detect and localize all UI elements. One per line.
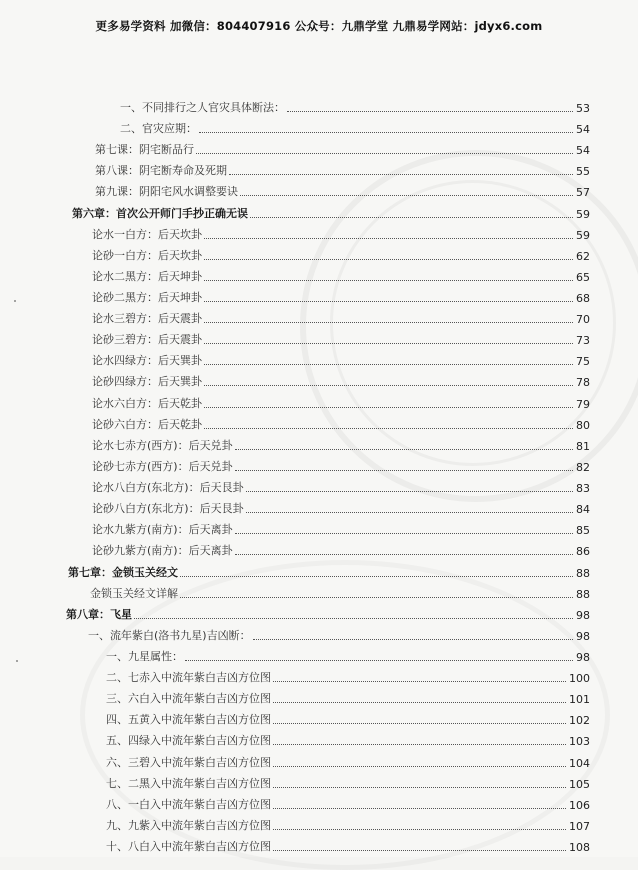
toc-label: 第八章：飞星 — [66, 607, 132, 621]
toc-label: 论砂八白方(东北方)：后天艮卦 — [92, 502, 244, 516]
toc-page-number: 105 — [569, 777, 590, 791]
toc-leader — [273, 701, 566, 703]
toc-page-number: 79 — [576, 397, 590, 411]
toc-entry[interactable] — [92, 373, 590, 389]
toc-label: 论水七赤方(西方)：后天兑卦 — [92, 438, 233, 452]
toc-chapter-entry[interactable] — [72, 205, 590, 221]
toc-entry[interactable] — [92, 226, 590, 242]
toc-label: 论砂三碧方：后天震卦 — [92, 333, 202, 347]
toc-entry[interactable] — [95, 183, 590, 199]
toc-leader — [273, 743, 566, 745]
toc-page-number: 59 — [576, 228, 590, 242]
toc-entry[interactable] — [92, 437, 590, 453]
toc-label: 论水八白方(东北方)：后天艮卦 — [92, 481, 244, 495]
toc-page-number: 101 — [569, 693, 590, 707]
toc-label: 一、不同排行之人官灾具体断法： — [120, 101, 285, 114]
toc-entry[interactable] — [90, 585, 590, 601]
toc-page-number: 102 — [569, 714, 590, 728]
toc-leader — [273, 849, 566, 851]
toc-page-number: 100 — [569, 672, 590, 686]
toc-leader — [229, 173, 573, 175]
toc-leader — [273, 828, 566, 830]
toc-label: 四、五黄入中流年紫白吉凶方位图 — [106, 713, 271, 727]
toc-label: 二、官灾应期： — [120, 122, 197, 136]
toc-leader — [204, 406, 573, 408]
toc-label: 论砂一白方：后天坎卦 — [92, 248, 202, 262]
toc-label: 一、九星属性： — [106, 649, 183, 663]
toc-leader — [204, 321, 573, 323]
toc-entry[interactable] — [92, 521, 590, 537]
toc-label: 论砂二黑方：后天坤卦 — [92, 291, 202, 305]
toc-leader — [246, 490, 573, 492]
toc-page-number: 88 — [576, 587, 590, 601]
toc-entry[interactable] — [106, 669, 590, 685]
toc-entry[interactable] — [92, 416, 590, 432]
toc-entry[interactable] — [120, 120, 590, 136]
toc-label: 九、九紫入中流年紫白吉凶方位图 — [106, 818, 271, 832]
toc-leader — [204, 384, 573, 386]
toc-entry[interactable] — [92, 458, 590, 474]
toc-leader — [273, 765, 566, 767]
toc-entry[interactable] — [95, 162, 590, 178]
toc-page-number: 81 — [576, 439, 590, 453]
toc-entry[interactable] — [106, 754, 590, 770]
toc-page-number: 88 — [576, 566, 590, 580]
toc-leader — [204, 342, 573, 344]
toc-page-number: 108 — [569, 841, 590, 854]
toc-entry[interactable] — [88, 627, 590, 643]
toc-page-number: 54 — [576, 144, 590, 158]
toc-chapter-entry[interactable] — [66, 606, 590, 622]
toc-leader — [253, 638, 573, 640]
toc-label: 五、四绿入中流年紫白吉凶方位图 — [106, 734, 271, 748]
toc-leader — [235, 448, 573, 450]
toc-page-number: 54 — [576, 123, 590, 137]
toc-entry[interactable] — [92, 268, 590, 284]
toc-label: 一、流年紫白(洛书九星)吉凶断： — [88, 628, 251, 642]
toc-leader — [246, 511, 573, 513]
toc-entry[interactable] — [92, 542, 590, 558]
toc-leader — [235, 553, 573, 555]
toc-leader — [235, 469, 573, 471]
toc-entry[interactable] — [92, 310, 590, 326]
toc-label: 第八课：阴宅断寿命及死期 — [95, 164, 227, 178]
toc-leader — [273, 680, 566, 682]
toc-entry[interactable] — [92, 352, 590, 368]
toc-page-number: 107 — [569, 819, 590, 833]
page-header: 更多易学资料 加微信：804407916 公众号：九鼎学堂 九鼎易学网站：jdyx6.com — [95, 19, 543, 33]
toc-page-number: 82 — [576, 460, 590, 474]
toc-page-number: 98 — [576, 608, 590, 622]
toc-leader — [240, 194, 573, 196]
toc-label: 八、一白入中流年紫白吉凶方位图 — [106, 797, 271, 811]
toc-entry[interactable] — [92, 331, 590, 347]
toc-label: 第七课：阴宅断品行 — [95, 143, 194, 157]
toc-leader — [273, 786, 566, 788]
toc-leader — [204, 258, 573, 260]
toc-label: 论水四绿方：后天巽卦 — [92, 354, 202, 368]
toc-leader — [196, 152, 573, 154]
toc-page-number: 80 — [576, 418, 590, 432]
toc-entry[interactable] — [120, 99, 590, 115]
toc-page-number: 86 — [576, 545, 590, 559]
toc-label: 论水三碧方：后天震卦 — [92, 312, 202, 326]
toc-label: 二、七赤入中流年紫白吉凶方位图 — [106, 671, 271, 685]
toc-page-number: 55 — [576, 165, 590, 179]
toc-entry[interactable] — [92, 247, 590, 263]
toc-label: 十、八白入中流年紫白吉凶方位图 — [106, 840, 271, 853]
toc-label: 论水六白方：后天乾卦 — [92, 396, 202, 410]
toc-page-number: 104 — [569, 756, 590, 770]
toc-entry[interactable] — [106, 775, 590, 791]
toc-chapter-entry[interactable] — [68, 564, 590, 580]
toc-leader — [180, 575, 573, 577]
toc-entry[interactable] — [92, 500, 590, 516]
toc-page-number: 83 — [576, 482, 590, 496]
toc-page-number: 53 — [576, 102, 590, 115]
toc-label: 三、六白入中流年紫白吉凶方位图 — [106, 692, 271, 706]
toc-label: 论砂九紫方(南方)：后天离卦 — [92, 544, 233, 558]
toc-label: 论水一白方：后天坎卦 — [92, 227, 202, 241]
toc-page-number: 59 — [576, 207, 590, 221]
toc-page-number: 57 — [576, 186, 590, 200]
toc-entry[interactable] — [106, 690, 590, 706]
toc-label: 论砂四绿方：后天巽卦 — [92, 375, 202, 389]
toc-leader — [235, 532, 573, 534]
toc-leader — [204, 363, 573, 365]
toc-page-number: 84 — [576, 503, 590, 517]
toc-leader — [250, 216, 573, 218]
toc-leader — [273, 722, 566, 724]
toc-entry[interactable] — [95, 141, 590, 157]
toc-leader — [180, 596, 573, 598]
toc-page-number: 75 — [576, 355, 590, 369]
toc-label: 六、三碧入中流年紫白吉凶方位图 — [106, 755, 271, 769]
toc-label: 七、二黑入中流年紫白吉凶方位图 — [106, 776, 271, 790]
toc-entry[interactable] — [106, 648, 590, 664]
toc-entry[interactable] — [92, 289, 590, 305]
toc-page-number: 98 — [576, 650, 590, 664]
toc-leader — [199, 131, 573, 133]
toc-label: 第六章：首次公开师门手抄正确无误 — [72, 206, 248, 220]
toc-leader — [204, 237, 573, 239]
toc-leader — [204, 300, 573, 302]
toc-label: 第七章：金锁玉关经文 — [68, 565, 178, 579]
toc-page-number: 103 — [569, 735, 590, 749]
toc-leader — [287, 110, 573, 112]
toc-page-number: 70 — [576, 313, 590, 327]
toc-entry[interactable] — [106, 732, 590, 748]
scan-speck — [16, 660, 18, 662]
toc-page-number: 98 — [576, 629, 590, 643]
toc-entry[interactable] — [92, 395, 590, 411]
toc-leader — [204, 279, 573, 281]
toc-label: 论水九紫方(南方)：后天离卦 — [92, 523, 233, 537]
toc-leader — [204, 427, 573, 429]
toc-entry[interactable] — [106, 838, 590, 854]
toc-page-number: 68 — [576, 292, 590, 306]
toc-leader — [273, 807, 566, 809]
toc-label: 论水二黑方：后天坤卦 — [92, 269, 202, 283]
toc-page-number: 73 — [576, 334, 590, 348]
toc-page-number: 62 — [576, 249, 590, 263]
toc-label: 第九课：阴阳宅风水调整要诀 — [95, 185, 238, 199]
toc-entry[interactable] — [106, 711, 590, 727]
toc-label: 论砂七赤方(西方)：后天兑卦 — [92, 459, 233, 473]
toc-page-number: 85 — [576, 524, 590, 538]
toc-entry[interactable] — [106, 817, 590, 833]
toc-page-number: 65 — [576, 270, 590, 284]
scan-speck — [14, 300, 16, 302]
toc-entry[interactable] — [92, 479, 590, 495]
toc-page-number: 78 — [576, 376, 590, 390]
toc-label: 论砂六白方：后天乾卦 — [92, 417, 202, 431]
toc-leader — [134, 617, 573, 619]
toc-label: 金锁玉关经文详解 — [90, 586, 178, 600]
toc-leader — [185, 659, 573, 661]
toc-page-number: 106 — [569, 798, 590, 812]
toc-entry[interactable] — [106, 796, 590, 812]
